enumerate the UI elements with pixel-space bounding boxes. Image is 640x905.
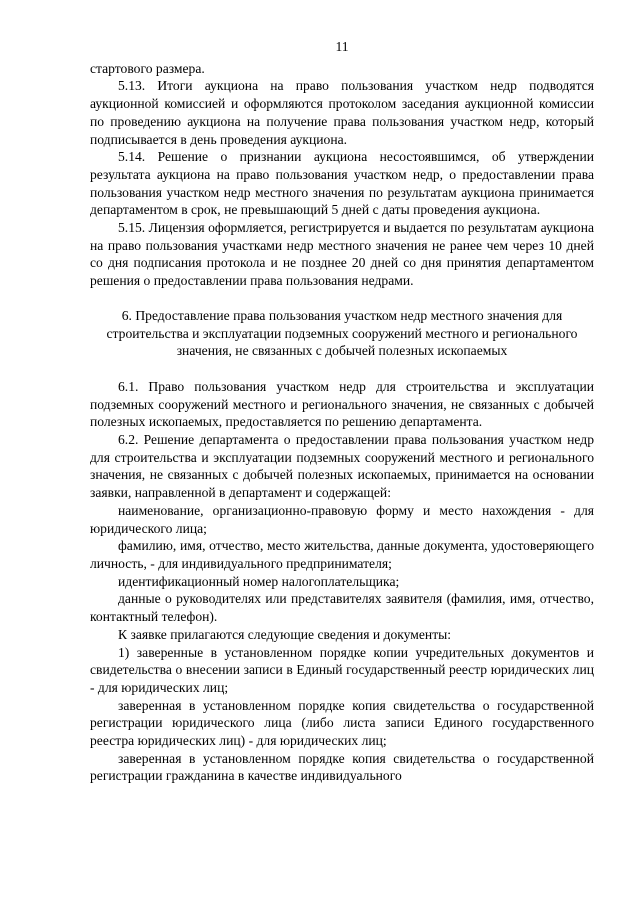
paragraph-continuation: стартового размера.	[90, 60, 205, 76]
attachment-item-2: заверенная в установленном порядке копия свидетельства о государственной регистрации юридического лица (либо листа записи Единого государственного реестра юридических лиц) - для юридических лиц;	[90, 697, 594, 749]
document-page	[90, 38, 594, 785]
list-item-inn: идентификационный номер налогоплательщика;	[118, 573, 400, 589]
attachment-item-1: 1) заверенные в установленном порядке копии учредительных документов и свидетельства о внесении записи в Единый государственный реестр юридических лиц - для юридических лиц;	[90, 644, 594, 695]
attachment-item-3: заверенная в установленном порядке копия свидетельства о государственной регистрации гражданина в качестве индивидуального	[90, 750, 594, 784]
section-heading: 6. Предоставление права пользования участком недр местного значения для строительства и эксплуатации подземных сооружений местного и регионального значения, не связанных с добычей полезных ископаемых	[106, 307, 578, 359]
paragraph-6-1: 6.1. Право пользования участком недр для строительства и эксплуатации подземных сооружений местного и регионального значения, не связанных с добычей полезных ископаемых, предоставляется по решению департамента.	[90, 378, 594, 430]
list-item-representatives: данные о руководителях или представителях заявителя (фамилия, имя, отчество, контактный телефон).	[90, 591, 594, 625]
paragraph-5-13: 5.13. Итоги аукциона на право пользования участком недр подводятся аукционной комиссией и оформляются протоколом заседания аукционной комиссии по проведению аукциона на получение права пользования участком недр, который подписывается в день проведения аукциона.	[90, 78, 594, 147]
page-number: 11	[335, 39, 349, 54]
list-item-name: наименование, организационно-правовую форму и место нахождения - для юридического лица;	[90, 502, 594, 536]
paragraph-6-2: 6.2. Решение департамента о предоставлении права пользования участком недр для строительства и эксплуатации подземных сооружений местного и регионального значения, не связанных с добычей полезных ископаемых, принимается на основании заявки, направленной в департамент и содержащей:	[90, 432, 594, 501]
paragraph-5-15: 5.15. Лицензия оформляется, регистрируется и выдается по результатам аукциона на право пользования участками недр местного значения не ранее чем через 10 дней со дня подписания протокола и не позднее 20 дней со дня принятия департаментом решения о предоставлении права пользования недрами.	[90, 220, 594, 289]
list-item-person: фамилию, имя, отчество, место жительства, данные документа, удостоверяющего личность, - для индивидуального предпринимателя;	[90, 538, 594, 571]
paragraph-attachments: К заявке прилагаются следующие сведения и документы:	[118, 626, 452, 642]
paragraph-5-14: 5.14. Решение о признании аукциона несостоявшимся, об утверждении результата аукциона на право пользования участком недр, о предоставлении права пользования участком недр местного значения по результатам аукциона принимается департаментом в срок, не превышающий 5 дней с даты проведения аукциона.	[90, 149, 594, 218]
